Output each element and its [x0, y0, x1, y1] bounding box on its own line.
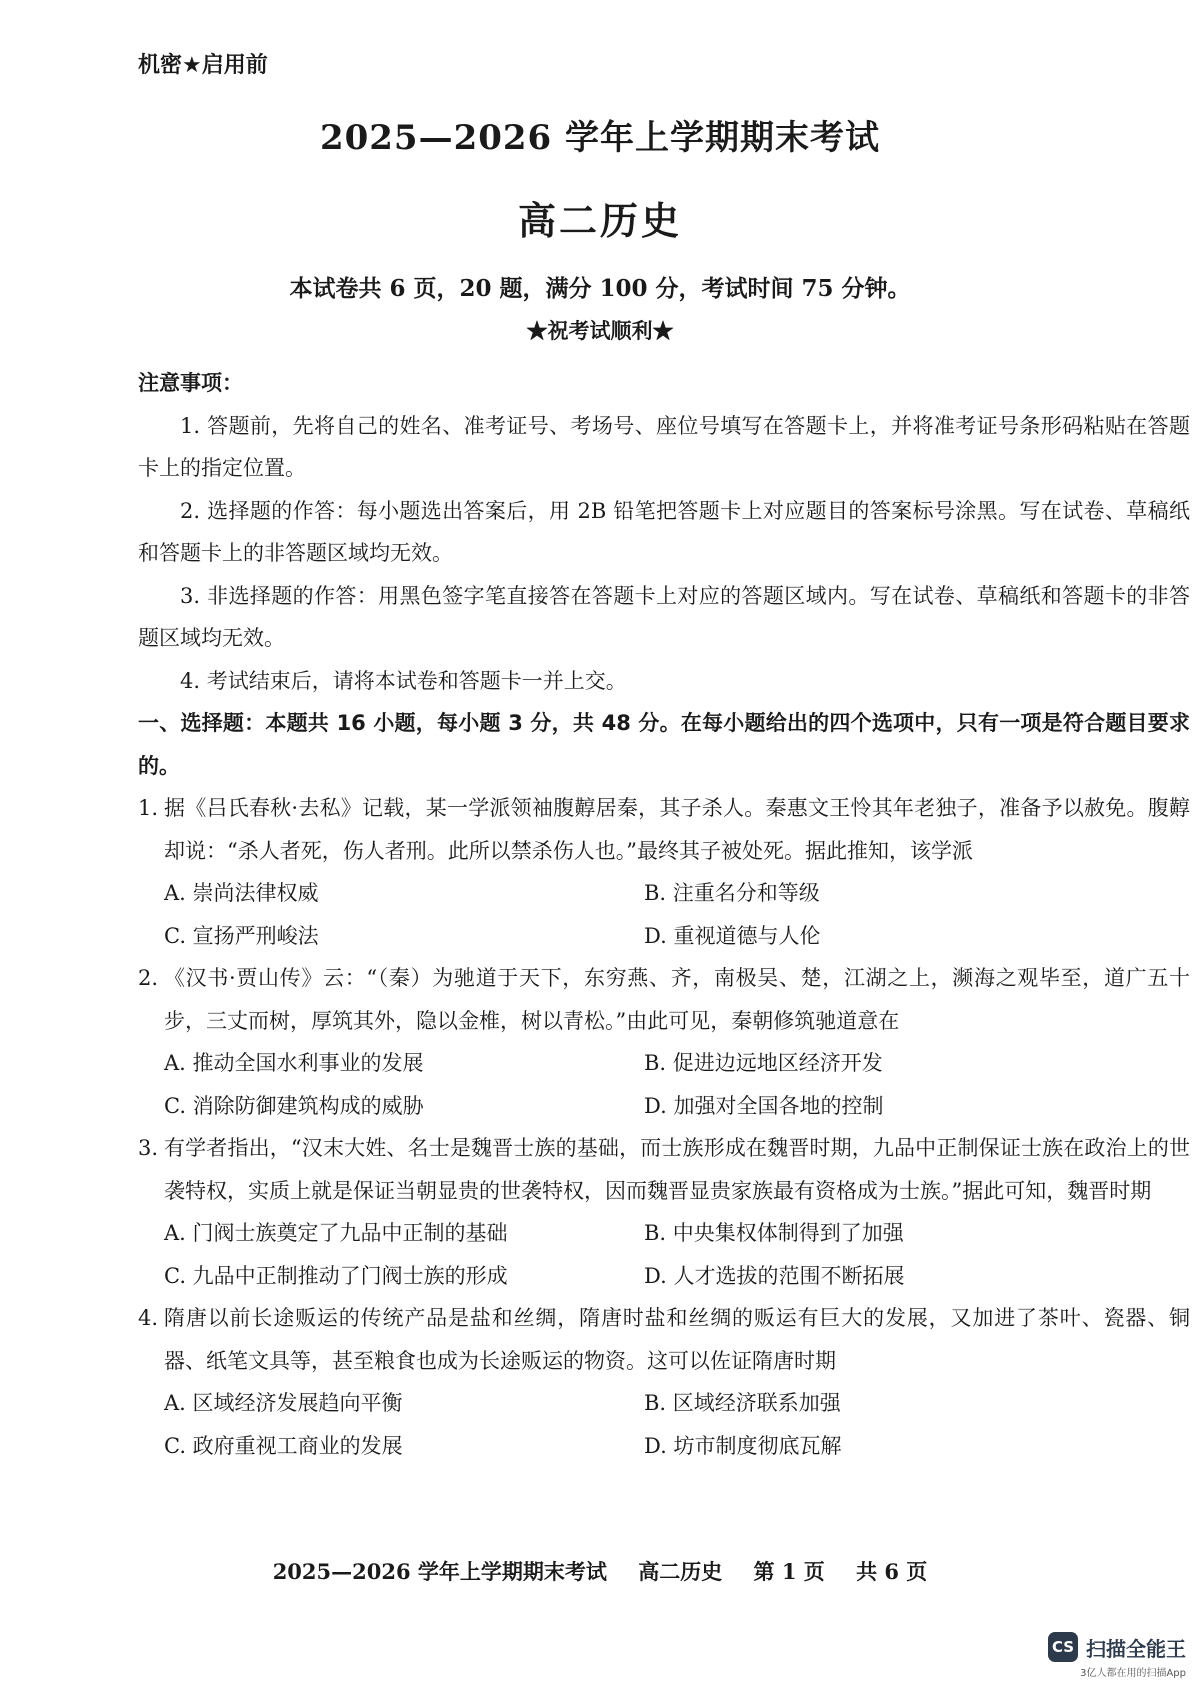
option-b: B. 区域经济联系加强: [644, 1391, 841, 1415]
exam-wish: ★祝考试顺利★: [526, 318, 674, 343]
watermark-tagline: 3亿人都在用的扫描App: [1080, 1668, 1186, 1679]
option-d: D. 重视道德与人伦: [644, 923, 821, 948]
option-b: B. 促进边远地区经济开发: [644, 1051, 883, 1075]
camscanner-logo-icon: CS: [1048, 1632, 1078, 1662]
exam-subject: 高二历史: [517, 198, 682, 243]
watermark-app-name: 扫描全能王: [1086, 1636, 1186, 1661]
option-c: C. 消除防御建筑构成的威胁: [164, 1093, 424, 1118]
question-2: [138, 957, 1190, 1127]
notice-heading: 注意事项：: [138, 371, 243, 395]
footer-title: 2025—2026 学年上学期期末考试: [272, 1559, 607, 1584]
notice-item: 2. 选择题的作答：每小题选出答案后，用 2B 铅笔把答题卡上对应题目的答案标号涂黑。写在试卷、草稿纸和答题卡上的非答题区域均无效。: [138, 498, 1190, 565]
question-text: 有学者指出，“汉末大姓、名士是魏晋士族的基础，而士族形成在魏晋时期，九品中正制保证士族在政治上的世袭特权，实质上就是保证当朝显贵的世袭特权，因而魏晋显贵家族最有资格成为士族。”据此可知，魏晋时期: [164, 1136, 1190, 1203]
option-b: B. 注重名分和等级: [644, 881, 820, 905]
option-a: A. 推动全国水利事业的发展: [164, 1051, 424, 1075]
option-a: A. 崇尚法律权威: [164, 881, 319, 905]
footer-total-pages: 共 6 页: [856, 1559, 928, 1584]
exam-content: [138, 362, 1190, 1467]
notice-item: 1. 答题前，先将自己的姓名、准考证号、考场号、座位号填写在答题卡上，并将准考证号条形码粘贴在答题卡上的指定位置。: [138, 413, 1190, 480]
section-heading: 一、选择题：本题共 16 小题，每小题 3 分，共 48 分。在每小题给出的四个选项中，只有一项是符合题目要求的。: [138, 711, 1190, 778]
question-number: 3.: [138, 1136, 159, 1160]
option-b: B. 中央集权体制得到了加强: [644, 1221, 904, 1245]
option-d: D. 加强对全国各地的控制: [644, 1093, 884, 1118]
footer-page-number: 第 1 页: [753, 1559, 825, 1584]
question-text: 据《吕氏春秋·去私》记载，某一学派领袖腹䵍居秦，其子杀人。秦惠文王怜其年老独子，准备予以赦免。腹䵍却说：“杀人者死，伤人者刑。此所以禁杀伤人也。”最终其子被处死。据此推知，该学派: [164, 796, 1190, 863]
question-number: 4.: [138, 1306, 159, 1330]
notice-item: 4. 考试结束后，请将本试卷和答题卡一并上交。: [180, 668, 627, 693]
question-3: [138, 1127, 1190, 1297]
option-d: D. 人才选拔的范围不断拓展: [644, 1263, 905, 1288]
option-d: D. 坊市制度彻底瓦解: [644, 1433, 842, 1458]
option-a: A. 门阀士族奠定了九品中正制的基础: [164, 1221, 508, 1245]
option-c: C. 宣扬严刑峻法: [164, 923, 319, 948]
footer-subject: 高二历史: [638, 1559, 723, 1584]
confidential-label: 机密★启用前: [138, 53, 268, 78]
scanner-watermark: [1048, 1632, 1186, 1679]
exam-title: 2025—2026 学年上学期期末考试: [319, 118, 881, 158]
question-text: 《汉书·贾山传》云：“（秦）为驰道于天下，东穷燕、齐，南极吴、楚，江湖之上，濒海之观毕至，道广五十步，三丈而树，厚筑其外，隐以金椎，树以青松。”由此可见，秦朝修筑驰道意在: [164, 966, 1190, 1033]
question-1: [138, 787, 1190, 957]
exam-info: 本试卷共 6 页，20 题，满分 100 分，考试时间 75 分钟。: [289, 275, 911, 302]
option-c: C. 九品中正制推动了门阀士族的形成: [164, 1263, 508, 1288]
option-c: C. 政府重视工商业的发展: [164, 1433, 403, 1458]
page-footer: [0, 1556, 1200, 1586]
notice-item: 3. 非选择题的作答：用黑色签字笔直接答在答题卡上对应的答题区域内。写在试卷、草稿纸和答题卡的非答题区域均无效。: [138, 583, 1190, 650]
question-text: 隋唐以前长途贩运的传统产品是盐和丝绸，隋唐时盐和丝绸的贩运有巨大的发展，又加进了茶叶、瓷器、铜器、纸笔文具等，甚至粮食也成为长途贩运的物资。这可以佐证隋唐时期: [164, 1306, 1190, 1373]
option-a: A. 区域经济发展趋向平衡: [164, 1391, 403, 1415]
question-number: 1.: [138, 796, 159, 820]
question-4: [138, 1297, 1190, 1467]
question-number: 2.: [138, 966, 159, 990]
